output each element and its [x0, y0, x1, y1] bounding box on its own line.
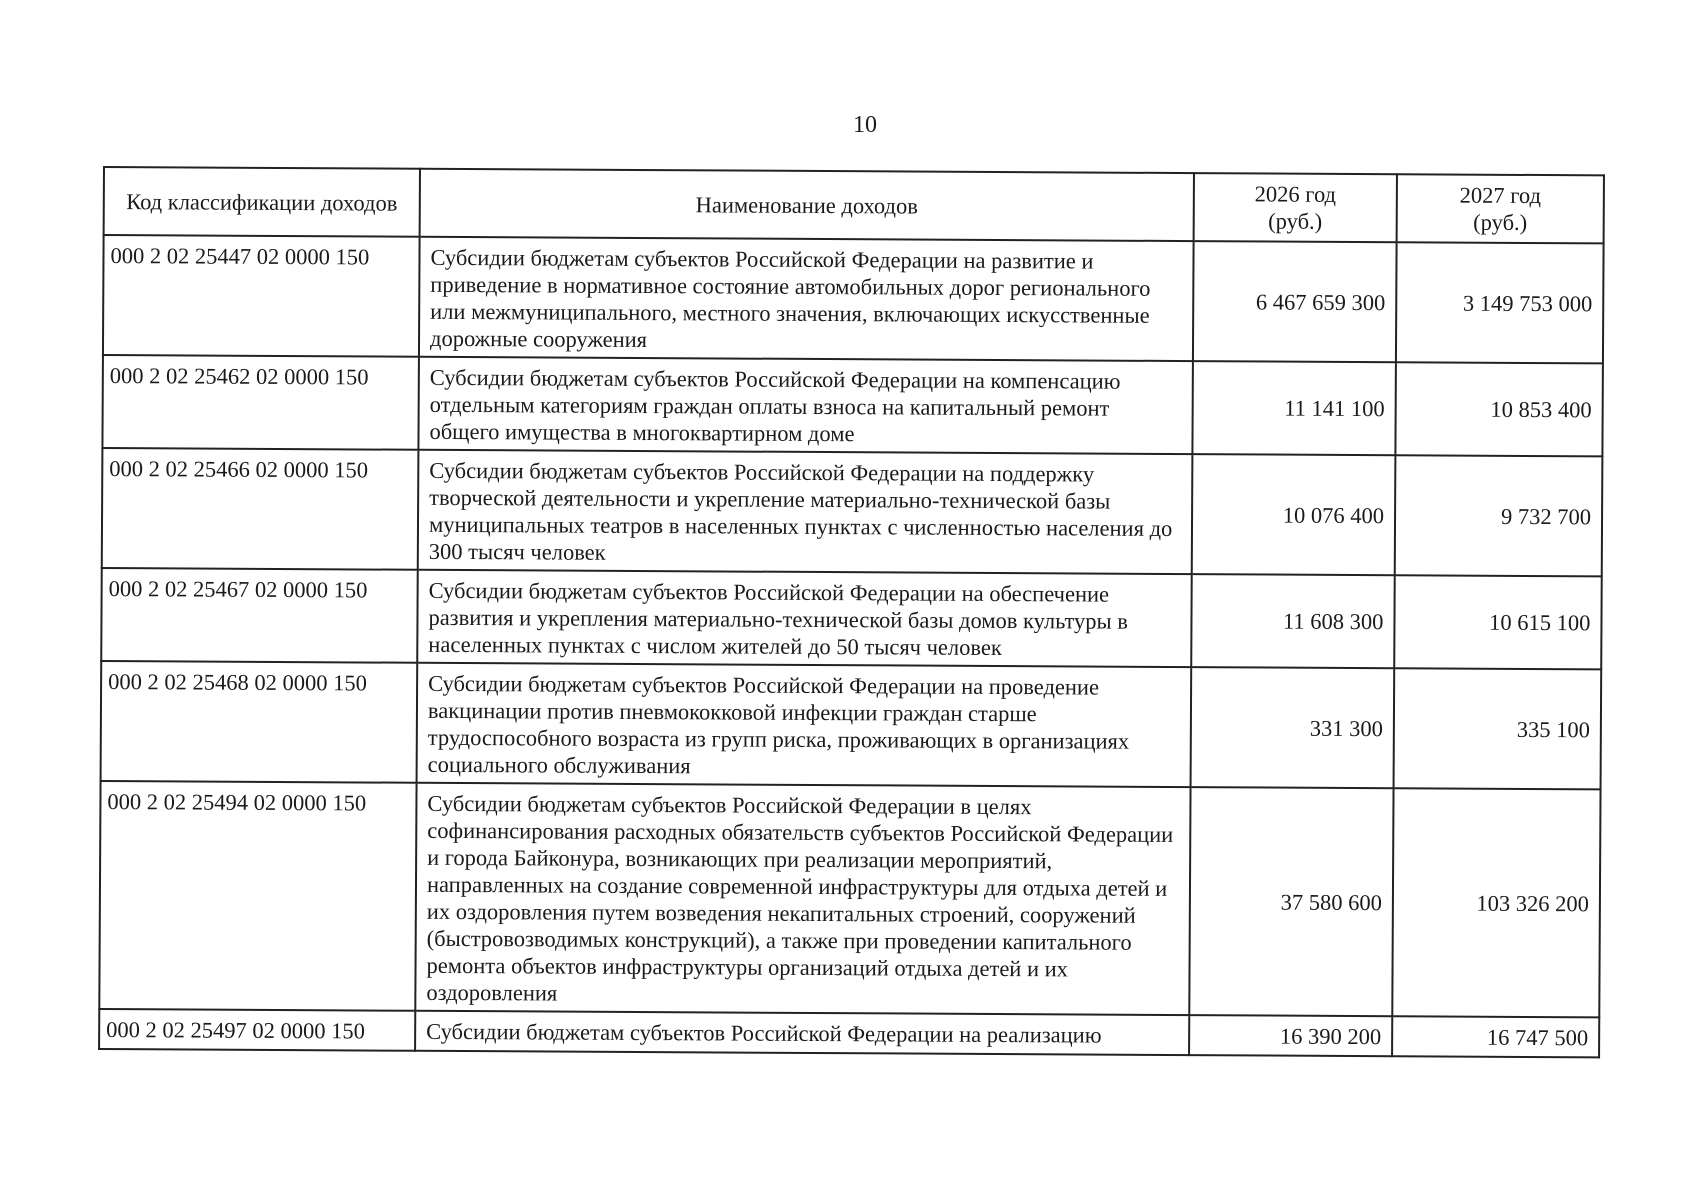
- table-row: [102, 448, 1603, 576]
- row-value-2027: 335 100: [1394, 668, 1602, 789]
- row-value-2026: 11 141 100: [1192, 361, 1396, 455]
- header-year-2027: 2027 год (руб.): [1397, 174, 1604, 243]
- row-value-2026: 11 608 300: [1191, 574, 1395, 668]
- table-header-row: [104, 167, 1604, 243]
- row-value-2026: 6 467 659 300: [1193, 241, 1397, 362]
- row-value-2027: 10 853 400: [1395, 362, 1603, 456]
- table-row: [99, 1009, 1599, 1057]
- header-code: Код классификации доходов: [104, 167, 420, 237]
- row-value-2027: 16 747 500: [1392, 1016, 1599, 1057]
- row-name: Субсидии бюджетам субъектов Российской Федерации на проведение вакцинации против пневмококковой инфекции граждан старше трудоспособного возраста из групп риска, проживающих в организациях социального обслуживания: [417, 663, 1192, 787]
- row-code: 000 2 02 25447 02 0000 150: [103, 235, 420, 357]
- row-name: Субсидии бюджетам субъектов Российской Федерации на реализацию: [415, 1011, 1189, 1055]
- row-value-2026: 16 390 200: [1189, 1015, 1392, 1056]
- header-year-2026: 2026 год (руб.): [1194, 173, 1397, 242]
- table-row: [101, 568, 1601, 669]
- page-number: 10: [853, 112, 877, 138]
- row-value-2026: 10 076 400: [1192, 454, 1396, 575]
- table-row: [99, 781, 1600, 1017]
- row-code: 000 2 02 25466 02 0000 150: [102, 448, 419, 570]
- row-name: Субсидии бюджетам субъектов Российской Федерации на компенсацию отдельным категориям граждан оплаты взноса на капитальный ремонт общего имущества в многоквартирном доме: [418, 357, 1193, 454]
- row-value-2026: 331 300: [1191, 667, 1395, 788]
- row-value-2027: 9 732 700: [1395, 455, 1603, 576]
- row-value-2027: 3 149 753 000: [1396, 242, 1604, 363]
- row-code: 000 2 02 25468 02 0000 150: [101, 661, 418, 783]
- row-name: Субсидии бюджетам субъектов Российской Федерации на развитие и приведение в нормативное состояние автомобильных дорог регионального или межмуниципального, местного значения, включающих искусственные дорожные сооружения: [419, 237, 1194, 361]
- row-value-2027: 103 326 200: [1392, 788, 1600, 1017]
- table-row: [102, 355, 1602, 456]
- row-code: 000 2 02 25462 02 0000 150: [102, 355, 419, 450]
- table-row: [103, 235, 1604, 363]
- row-name: Субсидии бюджетам субъектов Российской Федерации на поддержку творческой деятельности и укрепление материально-технической базы муниципальных театров в населенных пунктах с численностью населения до 300 тысяч человек: [418, 450, 1193, 574]
- table-row: [101, 661, 1602, 789]
- income-table: [98, 166, 1605, 1058]
- row-code: 000 2 02 25497 02 0000 150: [99, 1009, 415, 1051]
- row-code: 000 2 02 25467 02 0000 150: [101, 568, 418, 663]
- row-value-2026: 37 580 600: [1189, 787, 1393, 1016]
- row-name: Субсидии бюджетам субъектов Российской Федерации на обеспечение развития и укрепления материально-технической базы домов культуры в населенных пунктах с числом жителей до 50 тысяч человек: [417, 570, 1192, 667]
- row-value-2027: 10 615 100: [1394, 575, 1602, 669]
- header-name: Наименование доходов: [420, 169, 1194, 241]
- row-name: Субсидии бюджетам субъектов Российской Федерации в целях софинансирования расходных обязательств субъектов Российской Федерации и города Байконура, возникающих при реализации мероприятий, направленных на создание современной инфраструктуры для отдыха детей и их оздоровления путем возведения некапитальных строений, сооружений (быстровозводимых конструкций), а также при проведении капитального ремонта объектов инфраструктуры организаций отдыха детей и их оздоровления: [415, 783, 1190, 1015]
- row-code: 000 2 02 25494 02 0000 150: [99, 781, 416, 1011]
